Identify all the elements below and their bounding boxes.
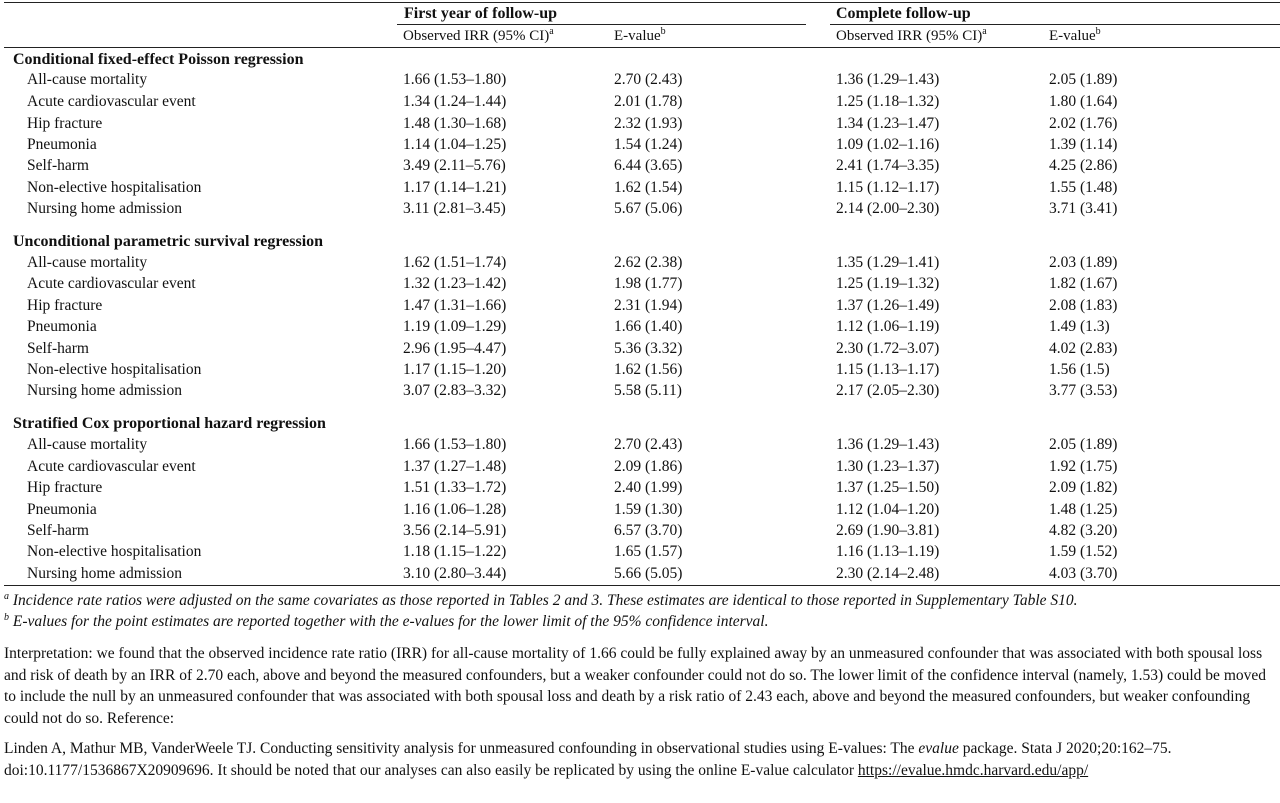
reference-text-continued: package. Stata J 2020;20:162–75. doi:10.1177/1536867X20909696. It should be noted that our analyses can also easily be replicated by using the online E-value calculator xyxy=(4,740,1172,779)
table-row xyxy=(0,113,1280,134)
irr-first-cell: 1.47 (1.31–1.66) xyxy=(403,297,507,314)
section-title: Unconditional parametric survival regression xyxy=(13,233,324,250)
evalue-complete-cell: 3.77 (3.53) xyxy=(1049,382,1118,399)
irr-complete-cell: 1.15 (1.13–1.17) xyxy=(836,361,940,378)
outcome-cell: Non-elective hospitalisation xyxy=(27,543,202,560)
irr-complete-cell: 2.30 (1.72–3.07) xyxy=(836,340,940,357)
irr-complete-cell: 2.14 (2.00–2.30) xyxy=(836,200,940,217)
evalue-complete-cell: 2.05 (1.89) xyxy=(1049,436,1118,453)
irr-first-cell: 1.16 (1.06–1.28) xyxy=(403,501,507,518)
irr-first-cell: 1.14 (1.04–1.25) xyxy=(403,136,507,153)
evalue-complete-cell: 1.49 (1.3) xyxy=(1049,318,1110,335)
evalue-first-cell: 2.09 (1.86) xyxy=(614,458,683,475)
irr-complete-cell: 1.12 (1.06–1.19) xyxy=(836,318,940,335)
irr-first-cell: 1.37 (1.27–1.48) xyxy=(403,458,507,475)
evalue-first-cell: 1.66 (1.40) xyxy=(614,318,683,335)
footnote-text: Incidence rate ratios were adjusted on the same covariates as those reported in Tables 2 and 3. These estimates are identical to those reported in Supplementary Table S10. xyxy=(9,592,1078,609)
evalue-first-cell: 5.66 (5.05) xyxy=(614,565,683,582)
evalue-first-cell: 5.58 (5.11) xyxy=(614,382,682,399)
table-row xyxy=(0,69,1280,90)
evalue-complete-cell: 4.25 (2.86) xyxy=(1049,157,1118,174)
table-row xyxy=(0,252,1280,273)
table-row xyxy=(0,177,1280,198)
column-header-text: E-value xyxy=(1049,28,1096,44)
irr-first-cell: 2.96 (1.95–4.47) xyxy=(403,340,507,357)
evalue-first-cell: 6.57 (3.70) xyxy=(614,522,683,539)
outcome-cell: Self-harm xyxy=(27,157,89,174)
irr-first-cell: 3.56 (2.14–5.91) xyxy=(403,522,507,539)
irr-first-cell: 1.17 (1.15–1.20) xyxy=(403,361,507,378)
irr-first-cell: 3.49 (2.11–5.76) xyxy=(403,157,506,174)
table-row xyxy=(0,295,1280,316)
evalue-complete-cell: 3.71 (3.41) xyxy=(1049,200,1118,217)
irr-complete-cell: 1.25 (1.19–1.32) xyxy=(836,275,940,292)
evalue-first-cell: 2.32 (1.93) xyxy=(614,115,683,132)
section-title: Stratified Cox proportional hazard regression xyxy=(13,415,326,432)
column-header-irr-first xyxy=(403,27,554,45)
column-header-irr-complete xyxy=(836,27,987,45)
evalue-first-cell: 2.40 (1.99) xyxy=(614,479,683,496)
table-row xyxy=(0,359,1280,380)
evalue-first-cell: 5.36 (3.32) xyxy=(614,340,683,357)
outcome-cell: Nursing home admission xyxy=(27,382,182,399)
outcome-cell: All-cause mortality xyxy=(27,71,148,88)
outcome-cell: Non-elective hospitalisation xyxy=(27,179,202,196)
section-title: Conditional fixed-effect Poisson regression xyxy=(13,51,304,68)
column-header-text: E-value xyxy=(614,28,661,44)
footnote-mark: b xyxy=(1095,26,1101,37)
evalue-first-cell: 2.62 (2.38) xyxy=(614,254,683,271)
table-row xyxy=(0,477,1280,498)
irr-first-cell: 1.66 (1.53–1.80) xyxy=(403,436,507,453)
evalue-complete-cell: 1.80 (1.64) xyxy=(1049,93,1118,110)
irr-complete-cell: 1.34 (1.23–1.47) xyxy=(836,115,940,132)
irr-complete-cell: 1.25 (1.18–1.32) xyxy=(836,93,940,110)
evalue-complete-cell: 1.92 (1.75) xyxy=(1049,458,1118,475)
table-row xyxy=(0,338,1280,359)
irr-complete-cell: 2.17 (2.05–2.30) xyxy=(836,382,940,399)
outcome-cell: Acute cardiovascular event xyxy=(27,458,196,475)
footnote-b xyxy=(4,612,769,632)
irr-first-cell: 3.11 (2.81–3.45) xyxy=(403,200,506,217)
irr-complete-cell: 1.36 (1.29–1.43) xyxy=(836,436,940,453)
table-row xyxy=(0,380,1280,401)
outcome-cell: Nursing home admission xyxy=(27,565,182,582)
outcome-cell: Pneumonia xyxy=(27,501,97,518)
irr-first-cell: 3.07 (2.83–3.32) xyxy=(403,382,507,399)
footnote-mark: a xyxy=(982,26,987,37)
outcome-cell: All-cause mortality xyxy=(27,254,148,271)
footnote-mark: a xyxy=(4,590,9,602)
evalue-first-cell: 2.70 (2.43) xyxy=(614,436,683,453)
footnote-mark: b xyxy=(660,26,666,37)
outcome-cell: Acute cardiovascular event xyxy=(27,93,196,110)
evalue-complete-cell: 1.56 (1.5) xyxy=(1049,361,1110,378)
evalue-first-cell: 2.01 (1.78) xyxy=(614,93,683,110)
table-row xyxy=(0,155,1280,176)
evalue-first-cell: 1.65 (1.57) xyxy=(614,543,683,560)
reference-package-name: evalue xyxy=(918,740,959,757)
evalue-first-cell: 2.31 (1.94) xyxy=(614,297,683,314)
group-rule-complete xyxy=(830,24,1280,25)
column-header-evalue-first xyxy=(614,27,666,45)
table-row xyxy=(0,520,1280,541)
evalue-complete-cell: 1.55 (1.48) xyxy=(1049,179,1118,196)
irr-first-cell: 1.48 (1.30–1.68) xyxy=(403,115,507,132)
evalue-first-cell: 5.67 (5.06) xyxy=(614,200,683,217)
table-row xyxy=(0,541,1280,562)
irr-first-cell: 1.18 (1.15–1.22) xyxy=(403,543,507,560)
irr-first-cell: 3.10 (2.80–3.44) xyxy=(403,565,507,582)
footnote-mark: b xyxy=(4,611,9,623)
outcome-cell: Non-elective hospitalisation xyxy=(27,361,202,378)
table-top-rule xyxy=(4,2,1280,3)
evalue-complete-cell: 2.02 (1.76) xyxy=(1049,115,1118,132)
evalue-complete-cell: 1.82 (1.67) xyxy=(1049,275,1118,292)
table-row xyxy=(0,198,1280,219)
irr-complete-cell: 2.30 (2.14–2.48) xyxy=(836,565,940,582)
evalue-first-cell: 1.62 (1.54) xyxy=(614,179,683,196)
table-row xyxy=(0,499,1280,520)
irr-first-cell: 1.51 (1.33–1.72) xyxy=(403,479,507,496)
header-bottom-rule xyxy=(4,47,1280,48)
outcome-cell: Self-harm xyxy=(27,340,89,357)
outcome-cell: All-cause mortality xyxy=(27,436,148,453)
irr-complete-cell: 1.37 (1.26–1.49) xyxy=(836,297,940,314)
outcome-cell: Acute cardiovascular event xyxy=(27,275,196,292)
irr-complete-cell: 1.35 (1.29–1.41) xyxy=(836,254,940,271)
evalue-complete-cell: 4.02 (2.83) xyxy=(1049,340,1118,357)
evalue-first-cell: 2.70 (2.43) xyxy=(614,71,683,88)
outcome-cell: Nursing home admission xyxy=(27,200,182,217)
column-header-text: Observed IRR (95% CI) xyxy=(403,28,550,44)
evalue-complete-cell: 1.39 (1.14) xyxy=(1049,136,1118,153)
interpretation-paragraph: Interpretation: we found that the observed incidence rate ratio (IRR) for all-cause mortality of 1.66 could be fully explained away by an unmeasured confounder that was associated with both spousal loss and risk of death by an IRR of 2.70 each, above and beyond the measured confounders, but a weaker confounder could not do so. The lower limit of the confidence interval (namely, 1.53) could be moved to include the null by an unmeasured confounder that was associated with both spousal loss and death by a risk ratio of 2.43 each, above and beyond the measured confounders, but weaker confounding could not do so. Reference: xyxy=(4,645,1267,727)
reference-paragraph xyxy=(4,738,1276,781)
irr-first-cell: 1.19 (1.09–1.29) xyxy=(403,318,507,335)
evalue-complete-cell: 2.09 (1.82) xyxy=(1049,479,1118,496)
outcome-cell: Hip fracture xyxy=(27,115,103,132)
irr-complete-cell: 1.37 (1.25–1.50) xyxy=(836,479,940,496)
irr-complete-cell: 1.30 (1.23–1.37) xyxy=(836,458,940,475)
evalue-complete-cell: 2.03 (1.89) xyxy=(1049,254,1118,271)
evalue-first-cell: 1.59 (1.30) xyxy=(614,501,683,518)
irr-first-cell: 1.32 (1.23–1.42) xyxy=(403,275,507,292)
table-row xyxy=(0,434,1280,455)
table-row xyxy=(0,456,1280,477)
group-header-complete: Complete follow-up xyxy=(836,5,971,22)
irr-complete-cell: 1.16 (1.13–1.19) xyxy=(836,543,940,560)
outcome-cell: Pneumonia xyxy=(27,318,97,335)
table-bottom-rule xyxy=(4,585,1280,586)
column-header-text: Observed IRR (95% CI) xyxy=(836,28,983,44)
irr-complete-cell: 1.12 (1.04–1.20) xyxy=(836,501,940,518)
irr-complete-cell: 1.09 (1.02–1.16) xyxy=(836,136,940,153)
irr-complete-cell: 2.69 (1.90–3.81) xyxy=(836,522,940,539)
evalue-first-cell: 1.98 (1.77) xyxy=(614,275,683,292)
evalue-complete-cell: 1.48 (1.25) xyxy=(1049,501,1118,518)
irr-complete-cell: 1.36 (1.29–1.43) xyxy=(836,71,940,88)
footnote-a xyxy=(4,591,1078,611)
irr-first-cell: 1.17 (1.14–1.21) xyxy=(403,179,507,196)
evalue-first-cell: 1.54 (1.24) xyxy=(614,136,683,153)
evalue-complete-cell: 2.05 (1.89) xyxy=(1049,71,1118,88)
irr-first-cell: 1.34 (1.24–1.44) xyxy=(403,93,507,110)
outcome-cell: Hip fracture xyxy=(27,297,103,314)
outcome-cell: Self-harm xyxy=(27,522,89,539)
evalue-complete-cell: 4.03 (3.70) xyxy=(1049,565,1118,582)
group-header-first-year: First year of follow-up xyxy=(404,5,558,22)
evalue-first-cell: 1.62 (1.56) xyxy=(614,361,683,378)
table-row xyxy=(0,316,1280,337)
column-header-evalue-complete xyxy=(1049,27,1101,45)
evalue-complete-cell: 1.59 (1.52) xyxy=(1049,543,1118,560)
footnote-text: E-values for the point estimates are reported together with the e-values for the lower limit of the 95% confidence interval. xyxy=(9,613,769,630)
reference-text: Linden A, Mathur MB, VanderWeele TJ. Conducting sensitivity analysis for unmeasured confounding in observational studies using E-values: The xyxy=(4,740,919,757)
outcome-cell: Hip fracture xyxy=(27,479,103,496)
irr-complete-cell: 1.15 (1.12–1.17) xyxy=(836,179,940,196)
irr-complete-cell: 2.41 (1.74–3.35) xyxy=(836,157,940,174)
table-row xyxy=(0,563,1280,584)
evalue-complete-cell: 2.08 (1.83) xyxy=(1049,297,1118,314)
evalue-first-cell: 6.44 (3.65) xyxy=(614,157,683,174)
irr-first-cell: 1.62 (1.51–1.74) xyxy=(403,254,507,271)
irr-first-cell: 1.66 (1.53–1.80) xyxy=(403,71,507,88)
footnote-mark: a xyxy=(549,26,554,37)
evalue-calculator-link[interactable]: https://evalue.hmdc.harvard.edu/app/ xyxy=(857,761,1089,779)
evalue-complete-cell: 4.82 (3.20) xyxy=(1049,522,1118,539)
table-row xyxy=(0,273,1280,294)
outcome-cell: Pneumonia xyxy=(27,136,97,153)
table-row xyxy=(0,91,1280,112)
group-rule-first-year xyxy=(397,24,806,25)
table-row xyxy=(0,134,1280,155)
